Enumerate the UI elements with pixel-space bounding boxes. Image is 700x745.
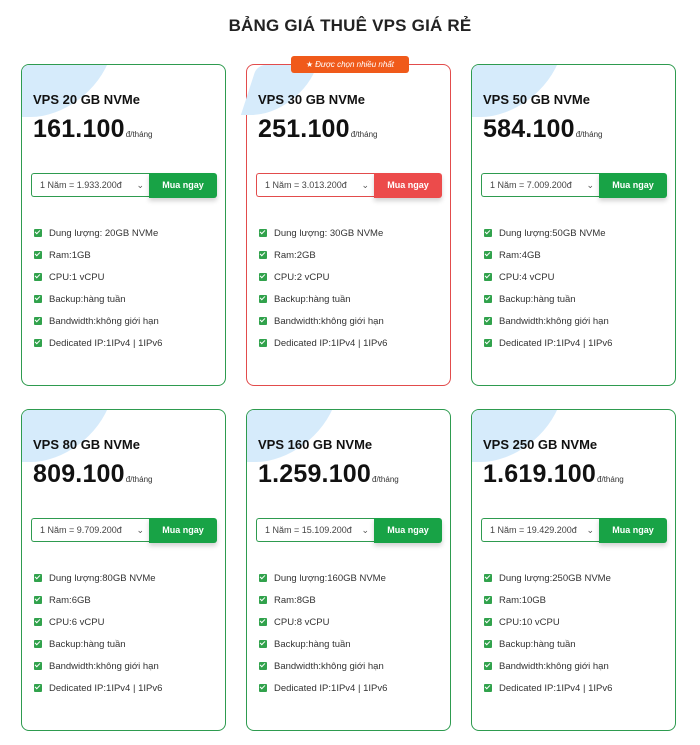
check-icon xyxy=(484,273,492,281)
plan-name: VPS 50 GB NVMe xyxy=(483,92,590,107)
plan-card-vps-20gb xyxy=(21,64,226,386)
buy-now-button[interactable]: Mua ngay xyxy=(374,173,442,198)
feature-item: Backup:hàng tuần xyxy=(484,288,612,310)
billing-period-select[interactable] xyxy=(256,518,374,542)
feature-item: Dung lượng:80GB NVMe xyxy=(34,567,162,589)
feature-item: Ram:4GB xyxy=(484,244,612,266)
feature-item: CPU:2 vCPU xyxy=(259,266,387,288)
check-icon xyxy=(484,295,492,303)
plan-price xyxy=(33,115,152,144)
buy-now-button[interactable]: Mua ngay xyxy=(599,173,667,198)
check-icon xyxy=(259,229,267,237)
price-unit: đ/tháng xyxy=(350,130,378,139)
feature-item: Dung lượng: 20GB NVMe xyxy=(34,222,162,244)
price-unit: đ/tháng xyxy=(575,130,603,139)
check-icon xyxy=(259,640,267,648)
chevron-down-icon: ⌄ xyxy=(136,525,144,535)
check-icon xyxy=(484,596,492,604)
check-icon xyxy=(34,684,42,692)
check-icon xyxy=(259,662,267,670)
billing-period-select[interactable] xyxy=(31,173,149,197)
feature-item: Backup:hàng tuần xyxy=(484,633,612,655)
most-popular-badge: ★ Được chọn nhiều nhất xyxy=(291,56,409,73)
feature-item: CPU:8 vCPU xyxy=(259,611,387,633)
card-decoration xyxy=(21,409,113,462)
chevron-down-icon: ⌄ xyxy=(361,525,369,535)
price-value: 251.100 xyxy=(258,115,350,143)
buy-now-button[interactable]: Mua ngay xyxy=(149,518,217,543)
feature-item: Backup:hàng tuần xyxy=(34,633,162,655)
feature-item: Dedicated IP:1IPv4 | 1IPv6 xyxy=(34,332,162,354)
chevron-down-icon: ⌄ xyxy=(586,525,594,535)
billing-period-value: 1 Năm = 7.009.200đ xyxy=(490,180,572,190)
plan-name: VPS 250 GB NVMe xyxy=(483,437,598,452)
check-icon xyxy=(484,640,492,648)
plan-price xyxy=(483,460,624,489)
check-icon xyxy=(259,574,267,582)
plan-name: VPS 160 GB NVMe xyxy=(258,437,373,452)
feature-item: Bandwidth:không giới hạn xyxy=(259,655,387,677)
plan-card-vps-50gb xyxy=(471,64,676,386)
check-icon xyxy=(34,273,42,281)
feature-item: Backup:hàng tuần xyxy=(34,288,162,310)
feature-item: CPU:1 vCPU xyxy=(34,266,162,288)
check-icon xyxy=(259,684,267,692)
billing-period-value: 1 Năm = 1.933.200đ xyxy=(40,180,122,190)
plan-name: VPS 80 GB NVMe xyxy=(33,437,140,452)
billing-period-select[interactable] xyxy=(256,173,374,197)
feature-item: Dedicated IP:1IPv4 | 1IPv6 xyxy=(484,677,612,699)
feature-item: Ram:2GB xyxy=(259,244,387,266)
feature-item: Dung lượng:250GB NVMe xyxy=(484,567,612,589)
price-value: 161.100 xyxy=(33,115,125,143)
card-decoration xyxy=(471,409,563,462)
check-icon xyxy=(259,317,267,325)
check-icon xyxy=(259,251,267,259)
star-icon: ★ xyxy=(305,60,314,69)
buy-now-button[interactable]: Mua ngay xyxy=(374,518,442,543)
check-icon xyxy=(484,662,492,670)
feature-list xyxy=(484,567,612,699)
check-icon xyxy=(34,295,42,303)
plan-price xyxy=(33,460,152,489)
check-icon xyxy=(259,339,267,347)
plan-card-vps-80gb xyxy=(21,409,226,731)
price-value: 584.100 xyxy=(483,115,575,143)
price-unit: đ/tháng xyxy=(372,475,399,484)
feature-list xyxy=(34,567,162,699)
check-icon xyxy=(484,339,492,347)
plan-card-vps-160gb xyxy=(246,409,451,731)
feature-item: Dedicated IP:1IPv4 | 1IPv6 xyxy=(34,677,162,699)
plan-card-vps-250gb xyxy=(471,409,676,731)
billing-period-value: 1 Năm = 19.429.200đ xyxy=(490,525,577,535)
price-value: 1.259.100 xyxy=(258,460,372,488)
feature-item: Backup:hàng tuần xyxy=(259,288,387,310)
feature-item: Ram:10GB xyxy=(484,589,612,611)
feature-item: CPU:10 vCPU xyxy=(484,611,612,633)
chevron-down-icon: ⌄ xyxy=(361,180,369,190)
feature-item: Bandwidth:không giới hạn xyxy=(259,310,387,332)
feature-item: Bandwidth:không giới hạn xyxy=(34,310,162,332)
feature-item: Dedicated IP:1IPv4 | 1IPv6 xyxy=(484,332,612,354)
plan-price xyxy=(258,115,377,144)
plan-name: VPS 30 GB NVMe xyxy=(258,92,365,107)
check-icon xyxy=(484,229,492,237)
feature-list xyxy=(484,222,612,354)
feature-item: Dung lượng: 30GB NVMe xyxy=(259,222,387,244)
feature-item: Ram:6GB xyxy=(34,589,162,611)
buy-now-button[interactable]: Mua ngay xyxy=(149,173,217,198)
plan-price xyxy=(258,460,399,489)
feature-item: Dung lượng:160GB NVMe xyxy=(259,567,387,589)
card-decoration xyxy=(471,64,563,117)
check-icon xyxy=(34,640,42,648)
feature-list xyxy=(259,567,387,699)
check-icon xyxy=(34,317,42,325)
check-icon xyxy=(259,618,267,626)
feature-item: Dedicated IP:1IPv4 | 1IPv6 xyxy=(259,332,387,354)
price-value: 809.100 xyxy=(33,460,125,488)
billing-period-select[interactable] xyxy=(481,173,599,197)
buy-now-button[interactable]: Mua ngay xyxy=(599,518,667,543)
feature-item: Bandwidth:không giới hạn xyxy=(34,655,162,677)
price-unit: đ/tháng xyxy=(597,475,624,484)
plan-card-vps-30gb xyxy=(246,60,451,386)
card-decoration xyxy=(246,409,338,462)
price-value: 1.619.100 xyxy=(483,460,597,488)
feature-item: Dedicated IP:1IPv4 | 1IPv6 xyxy=(259,677,387,699)
billing-period-value: 1 Năm = 3.013.200đ xyxy=(265,180,347,190)
check-icon xyxy=(34,251,42,259)
price-unit: đ/tháng xyxy=(125,130,153,139)
check-icon xyxy=(259,273,267,281)
check-icon xyxy=(484,618,492,626)
card-decoration xyxy=(21,64,113,117)
check-icon xyxy=(34,596,42,604)
feature-list xyxy=(34,222,162,354)
check-icon xyxy=(34,662,42,670)
plan-price xyxy=(483,115,602,144)
billing-period-select[interactable] xyxy=(31,518,149,542)
page-title: BẢNG GIÁ THUÊ VPS GIÁ RẺ xyxy=(228,16,472,35)
chevron-down-icon: ⌄ xyxy=(586,180,594,190)
check-icon xyxy=(34,339,42,347)
check-icon xyxy=(34,574,42,582)
feature-item: Backup:hàng tuần xyxy=(259,633,387,655)
billing-period-select[interactable] xyxy=(481,518,599,542)
feature-item: Ram:8GB xyxy=(259,589,387,611)
feature-item: Bandwidth:không giới hạn xyxy=(484,310,612,332)
feature-item: Bandwidth:không giới hạn xyxy=(484,655,612,677)
feature-item: Dung lượng:50GB NVMe xyxy=(484,222,612,244)
feature-list xyxy=(259,222,387,354)
check-icon xyxy=(484,317,492,325)
price-unit: đ/tháng xyxy=(125,475,153,484)
billing-period-value: 1 Năm = 9.709.200đ xyxy=(40,525,122,535)
check-icon xyxy=(34,229,42,237)
feature-item: Ram:1GB xyxy=(34,244,162,266)
plan-name: VPS 20 GB NVMe xyxy=(33,92,140,107)
feature-item: CPU:4 vCPU xyxy=(484,266,612,288)
check-icon xyxy=(259,295,267,303)
check-icon xyxy=(484,251,492,259)
check-icon xyxy=(259,596,267,604)
check-icon xyxy=(484,684,492,692)
check-icon xyxy=(34,618,42,626)
chevron-down-icon: ⌄ xyxy=(136,180,144,190)
billing-period-value: 1 Năm = 15.109.200đ xyxy=(265,525,352,535)
check-icon xyxy=(484,574,492,582)
feature-item: CPU:6 vCPU xyxy=(34,611,162,633)
